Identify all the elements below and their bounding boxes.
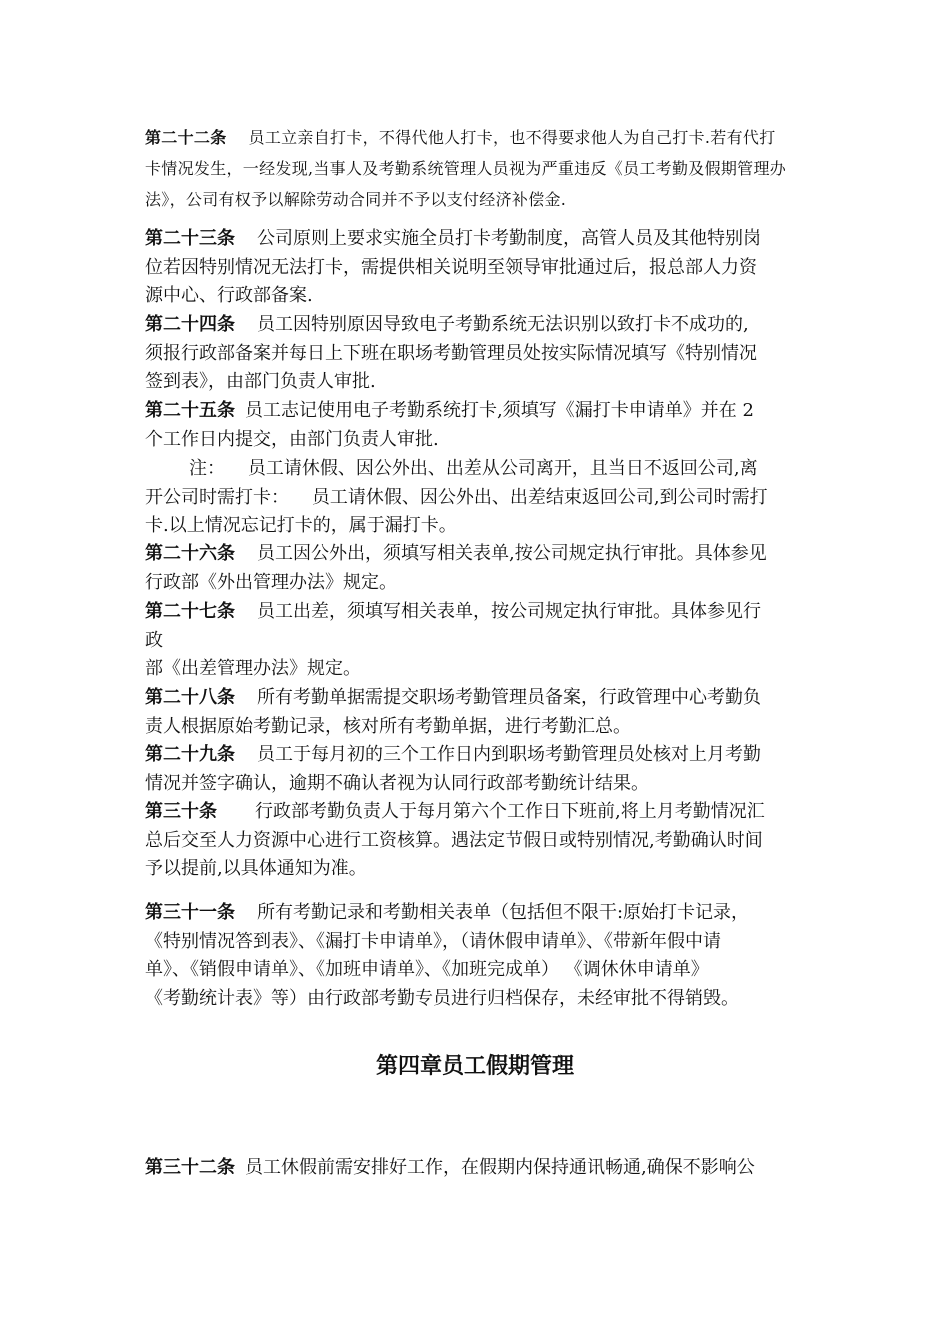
article-text-line: 法》，公司有权予以解除劳动合同并不予以支付经济补偿金. — [145, 190, 567, 209]
article-26 — [145, 540, 810, 597]
article-32 — [145, 1154, 810, 1183]
article-text-line: 员工休假前需安排好工作，在假期内保持通讯畅通,确保不影响公 — [245, 1157, 755, 1178]
article-text-line: 所有考勤记录和考勤相关表单（包括但不限干:原始打卡记录， — [257, 902, 750, 923]
article-30 — [145, 798, 810, 884]
article-text-line: 行政部《外出管理办法》规定。 — [145, 571, 397, 593]
article-text-line: 所有考勤单据需提交职场考勤管理员备案，行政管理中心考勤负 — [257, 687, 761, 708]
note-text-line: 卡.以上情况忘记打卡的，属于漏打卡。 — [145, 515, 457, 536]
article-23 — [145, 225, 810, 311]
article-heading: 第二十四条 — [145, 314, 235, 335]
article-heading: 第二十六条 — [145, 543, 235, 564]
article-text-line: 员工志记使用电子考勤系统打卡,须填写《漏打卡申请单》并在 2 — [245, 400, 754, 421]
article-25 — [145, 397, 810, 454]
article-text-line: 《考勤统计表》等）由行政部考勤专员进行归档保存，未经审批不得销毁。 — [145, 987, 739, 1009]
article-heading: 第二十七条 — [145, 601, 235, 622]
article-text-line: 个工作日内提交，由部门负责人审批. — [145, 428, 439, 450]
article-text-line: 行政部考勤负责人于每月第六个工作日下班前,将上月考勤情况汇 — [255, 801, 765, 822]
note-paragraph — [145, 455, 810, 541]
article-text-line: 员工立亲自打卡，不得代他人打卡，也不得要求他人为自己打卡.若有代打 — [248, 128, 776, 147]
article-heading: 第二十三条 — [145, 228, 235, 249]
note-text-line: 开公司时需打卡： 员工请休假、因公外出、出差结束返回公司,到公司时需打 — [145, 486, 768, 508]
article-text-line: 位若因特别情况无法打卡，需提供相关说明至领导审批通过后，报总部人力资 — [145, 256, 757, 278]
chapter-title: 第四章员工假期管理 — [375, 1053, 574, 1079]
article-29 — [145, 741, 810, 798]
article-text-line: 总后交至人力资源中心进行工资核算。遇法定节假日或特别情况,考勤确认时间 — [145, 829, 763, 851]
article-text-line: 单》、《销假申请单》、《加班申请单》、《加班完成单） 《调休休申请单》 — [145, 959, 709, 980]
article-text-line: 公司原则上要求实施全员打卡考勤制度，高管人员及其他特别岗 — [257, 228, 761, 249]
article-text-line: 予以提前,以具体通知为准。 — [145, 858, 367, 879]
article-text-line: 部《出差管理办法》规定。 — [145, 658, 361, 679]
article-text-line: 《特别情况答到表》、《漏打卡申请单》，（请休假申请单》、《带新年假中请 — [145, 930, 721, 952]
article-heading: 第三十一条 — [145, 902, 235, 923]
article-text-line: 员工于每月初的三个工作日内到职场考勤管理员处核对上月考勤 — [257, 744, 761, 765]
article-text-line: 卡情况发生，一经发现,当事人及考勤系统管理人员视为严重违反《员工考勤及假期管理办 — [145, 159, 787, 178]
article-heading: 第二十八条 — [145, 687, 235, 708]
article-heading: 第三十二条 — [145, 1157, 235, 1178]
article-heading: 第二十九条 — [145, 744, 235, 765]
article-text-line: 须报行政部备案并每日上下班在职场考勤管理员处按实际情况填写《特别情况 — [145, 342, 757, 364]
article-text-line: 员工因特别原因导致电子考勤系统无法识别以致打卡不成功的, — [257, 314, 749, 335]
article-text-line: 责人根据原始考勤记录，核对所有考勤单据，进行考勤汇总。 — [145, 715, 631, 737]
article-28 — [145, 684, 810, 741]
article-31 — [145, 899, 810, 1013]
article-text-line: 情况并签字确认，逾期不确认者视为认同行政部考勤统计结果。 — [145, 772, 649, 794]
article-text-line: 政 — [145, 629, 163, 651]
article-heading: 第二十五条 — [145, 400, 235, 421]
article-24 — [145, 311, 810, 397]
article-text-line: 签到表》，由部门负责人审批. — [145, 371, 376, 392]
article-text-line: 员工出差，须填写相关表单，按公司规定执行审批。具体参见行 — [257, 601, 761, 622]
article-22 — [145, 122, 810, 215]
note-text-line: 注： 员工请休假、因公外出、出差从公司离开，且当日不返回公司,离 — [189, 458, 758, 479]
article-heading: 第三十条 — [145, 801, 217, 822]
article-text-line: 源中心、行政部备案. — [145, 285, 313, 306]
article-text-line: 员工因公外出，须填写相关表单,按公司规定执行审批。具体参见 — [257, 543, 767, 564]
article-27 — [145, 598, 810, 684]
article-heading: 第二十二条 — [145, 128, 227, 147]
